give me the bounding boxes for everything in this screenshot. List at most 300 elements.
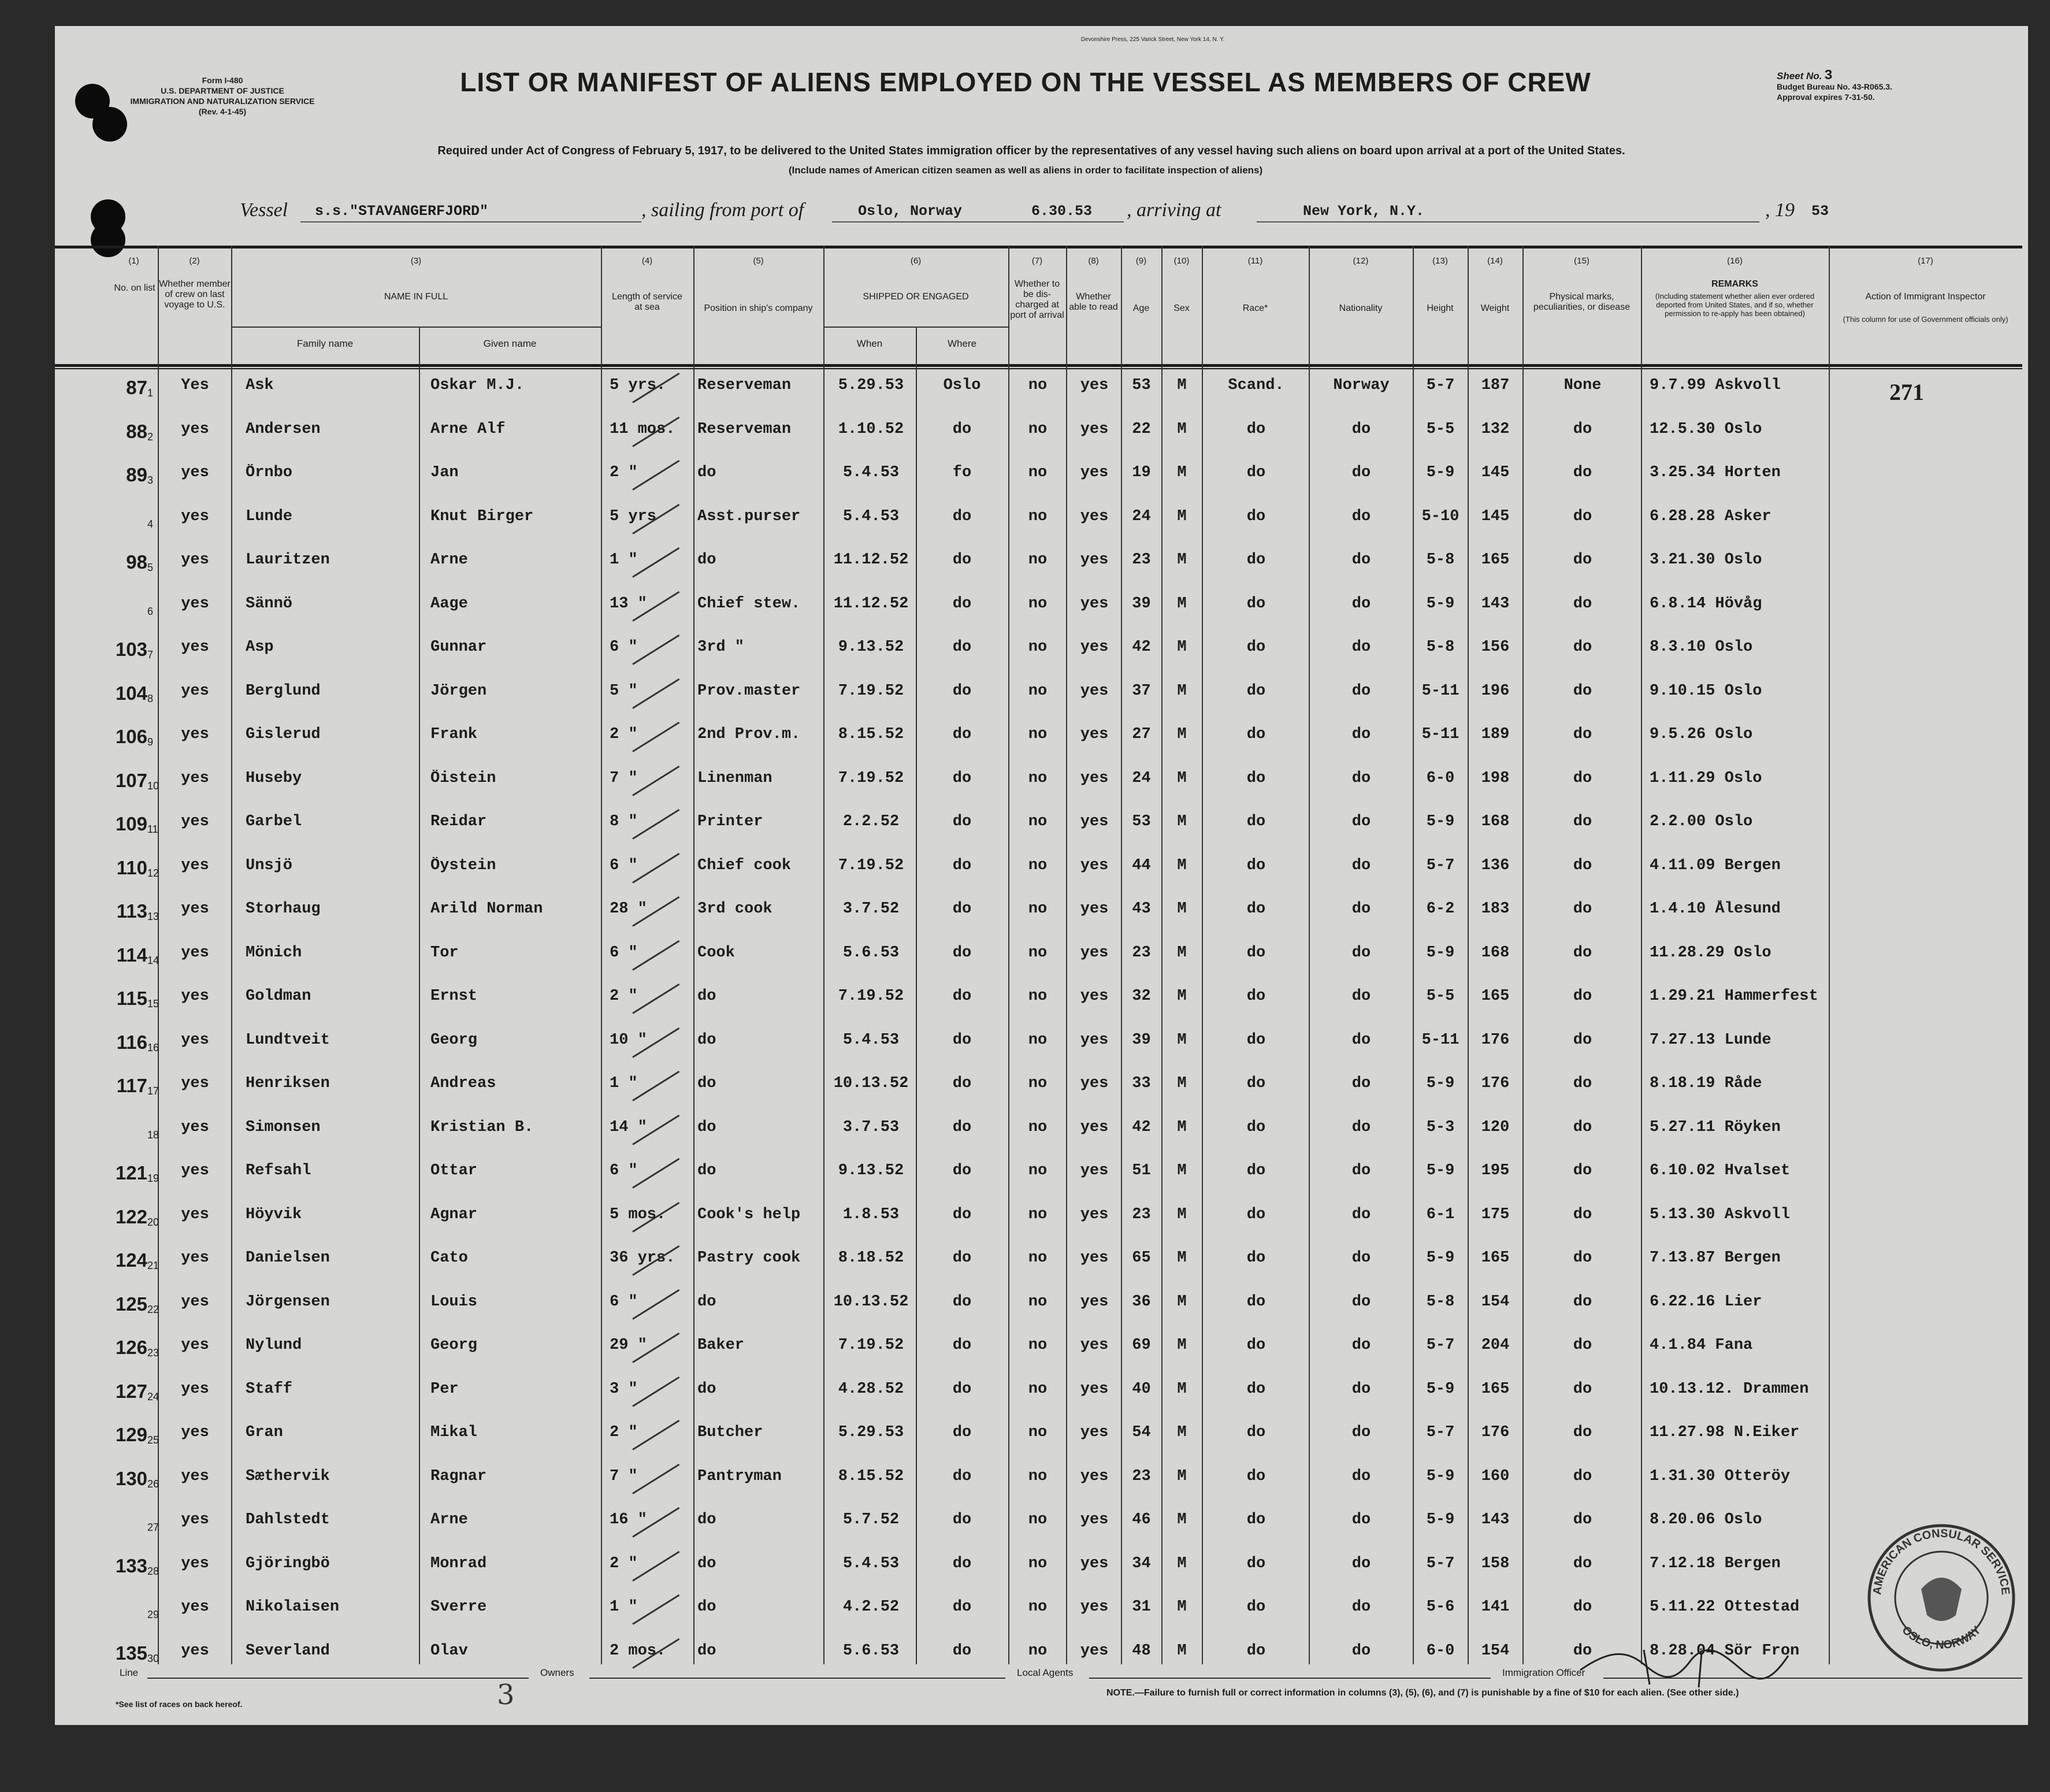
cell-position: do: [697, 988, 716, 1005]
cell-where: do: [952, 1424, 972, 1441]
cell-given: Andreas: [430, 1075, 496, 1092]
cell-height: 5-7: [1426, 1554, 1455, 1572]
cell-remarks: 8.18.19 Råde: [1650, 1075, 1762, 1092]
cell-disch: no: [1028, 551, 1048, 569]
cell-service: 29 ": [610, 1337, 647, 1354]
cell-weight: 198: [1481, 769, 1510, 787]
cell-where: do: [952, 1249, 972, 1267]
cell-family: Nylund: [246, 1337, 302, 1354]
cell-marks: do: [1573, 1467, 1592, 1485]
cell-when: 11.12.52: [833, 551, 909, 569]
cell-read: yes: [1080, 377, 1109, 394]
cell-disch: no: [1028, 1337, 1048, 1354]
cell-age: 23: [1132, 1205, 1151, 1223]
cell-when: 5.4.53: [842, 1554, 900, 1572]
cell-sex: M: [1177, 377, 1187, 394]
cell-weight: 143: [1481, 1511, 1510, 1528]
cell-service: 6 ": [610, 1293, 638, 1311]
table-row: [55, 594, 2022, 637]
cell-when: 9.13.52: [838, 1162, 904, 1179]
cell-sex: M: [1177, 682, 1187, 700]
cell-when: 11.12.52: [833, 595, 909, 613]
cell-read: yes: [1080, 639, 1109, 656]
cell-family: Ask: [246, 377, 274, 394]
cell-crew: yes: [181, 682, 209, 700]
cell-disch: no: [1028, 639, 1048, 656]
cell-when: 4.28.52: [838, 1380, 904, 1398]
cell-when: 8.15.52: [838, 726, 904, 743]
cell-height: 5-9: [1426, 1162, 1455, 1179]
cell-position: Pantryman: [697, 1467, 782, 1485]
list-number: 122: [115, 1205, 147, 1227]
cell-weight: 156: [1481, 639, 1510, 656]
table-row: [55, 986, 2022, 1030]
officer-signature: [1557, 1638, 1800, 1696]
table-row: [55, 856, 2022, 899]
table-row: [55, 507, 2022, 550]
cell-disch: no: [1028, 944, 1048, 962]
col-num: (13): [1432, 256, 1448, 266]
cell-remarks: 10.13.12. Drammen: [1650, 1380, 1809, 1398]
cell-position: Printer: [697, 813, 763, 830]
cell-service: 11 mos.: [610, 420, 675, 438]
cell-where: do: [952, 1075, 972, 1092]
line-number: 19: [147, 1173, 159, 1184]
cell-disch: no: [1028, 1031, 1048, 1049]
cell-position: do: [697, 1162, 716, 1179]
owners-label: Owners: [540, 1667, 574, 1678]
cell-race: do: [1246, 1031, 1266, 1049]
cell-disch: no: [1028, 1205, 1048, 1223]
cell-family: Gislerud: [246, 726, 321, 743]
sailing-label: , sailing from port of: [641, 199, 804, 221]
cell-race: do: [1246, 1118, 1266, 1136]
table-row: [55, 1510, 2022, 1553]
cell-race: do: [1246, 1075, 1266, 1092]
cell-service: 5 yrs: [610, 507, 657, 525]
cell-race: do: [1246, 1162, 1266, 1179]
page-stamp-number: 271: [1889, 379, 1924, 405]
cell-sex: M: [1177, 1249, 1187, 1267]
cell-height: 5-5: [1426, 420, 1455, 438]
header-remarks: REMARKS: [1711, 279, 1758, 289]
cell-service: 1 ": [610, 551, 638, 569]
list-number: 130: [115, 1467, 147, 1489]
line-number: 18: [147, 1129, 159, 1141]
cell-where: do: [952, 1380, 972, 1398]
cell-service: 7 ": [610, 1467, 638, 1485]
cell-nat: Norway: [1333, 377, 1390, 394]
cell-remarks: 11.27.98 N.Eiker: [1650, 1424, 1800, 1441]
cell-sex: M: [1177, 856, 1187, 874]
cell-disch: no: [1028, 377, 1048, 394]
sheet-label: Sheet No.: [1777, 71, 1822, 81]
cell-when: 7.19.52: [838, 769, 904, 787]
header-when: When: [856, 338, 883, 349]
header-shipped-engaged: SHIPPED OR ENGAGED: [863, 292, 969, 302]
cell-position: do: [697, 464, 716, 481]
table-row: [55, 1335, 2022, 1379]
cell-when: 8.18.52: [838, 1249, 904, 1267]
cell-disch: no: [1028, 682, 1048, 700]
cell-height: 5-9: [1426, 1467, 1455, 1485]
line-number: 21: [147, 1260, 159, 1271]
cell-family: Andersen: [246, 420, 321, 438]
year-prefix: , 19: [1765, 199, 1795, 221]
cell-given: Agnar: [430, 1205, 478, 1223]
cell-marks: do: [1573, 1293, 1592, 1311]
col-num: (10): [1173, 256, 1190, 266]
cell-service: 5 yrs.: [610, 377, 666, 394]
cell-crew: yes: [181, 1642, 209, 1660]
cell-position: Prov.master: [697, 682, 801, 700]
cell-marks: do: [1573, 507, 1592, 525]
cell-when: 5.4.53: [842, 464, 900, 481]
header-position: Position in ship's company: [704, 303, 813, 313]
cell-read: yes: [1080, 682, 1109, 700]
table-row: [55, 637, 2022, 681]
line-number: 3: [147, 474, 154, 486]
cell-remarks: 3.21.30 Oslo: [1650, 551, 1762, 569]
header-able-to-read: Whether able to read: [1069, 292, 1118, 312]
cell-read: yes: [1080, 726, 1109, 743]
cell-family: Gjöringbö: [246, 1554, 330, 1572]
cell-marks: do: [1573, 420, 1592, 438]
cell-weight: 154: [1481, 1293, 1510, 1311]
cell-age: 34: [1132, 1554, 1151, 1572]
cell-crew: yes: [181, 420, 209, 438]
table-row: [55, 899, 2022, 943]
cell-position: Cook's help: [697, 1205, 801, 1223]
cell-service: 2 ": [610, 726, 638, 743]
cell-crew: yes: [181, 1205, 209, 1223]
list-number: 121: [115, 1162, 147, 1183]
line-number: 28: [147, 1565, 159, 1577]
cell-disch: no: [1028, 1642, 1048, 1660]
cell-given: Öistein: [430, 769, 496, 787]
cell-disch: no: [1028, 1511, 1048, 1528]
cell-disch: no: [1028, 1467, 1048, 1485]
cell-remarks: 5.13.30 Askvoll: [1650, 1205, 1791, 1223]
cell-remarks: 3.25.34 Horten: [1650, 464, 1781, 481]
cell-crew: yes: [181, 988, 209, 1005]
cell-when: 5.29.53: [838, 1424, 904, 1441]
list-number: 125: [115, 1293, 147, 1315]
table-row: [55, 420, 2022, 463]
cell-race: do: [1246, 813, 1266, 830]
line-number: 15: [147, 998, 159, 1010]
cell-nat: do: [1351, 1075, 1371, 1092]
cell-marks: do: [1573, 856, 1592, 874]
cell-given: Jan: [430, 464, 459, 481]
header-name-in-full: NAME IN FULL: [384, 292, 448, 302]
crew-table: [55, 246, 2022, 1664]
cell-read: yes: [1080, 1598, 1109, 1616]
cell-height: 5-9: [1426, 464, 1455, 481]
cell-read: yes: [1080, 1467, 1109, 1485]
cell-race: do: [1246, 1249, 1266, 1267]
cell-marks: do: [1573, 682, 1592, 700]
cell-crew: yes: [181, 726, 209, 743]
cell-weight: 136: [1481, 856, 1510, 874]
cell-given: Ottar: [430, 1162, 478, 1179]
cell-read: yes: [1080, 813, 1109, 830]
cell-position: 3rd cook: [697, 900, 773, 918]
cell-age: 31: [1132, 1598, 1151, 1616]
cell-family: Severland: [246, 1642, 330, 1660]
line-number: 22: [147, 1303, 159, 1315]
local-agents-label: Local Agents: [1017, 1667, 1074, 1678]
cell-age: 27: [1132, 726, 1151, 743]
cell-remarks: 1.29.21 Hammerfest: [1650, 988, 1818, 1005]
cell-remarks: 8.28.04 Sör Fron: [1650, 1642, 1800, 1660]
line-number: 10: [147, 780, 159, 792]
table-row: [55, 1423, 2022, 1466]
cell-given: Kristian B.: [430, 1118, 534, 1136]
cell-marks: do: [1573, 1642, 1592, 1660]
line-number: 30: [147, 1652, 159, 1664]
cell-family: Unsjö: [246, 856, 293, 874]
cell-position: do: [697, 551, 716, 569]
cell-read: yes: [1080, 769, 1109, 787]
table-row: [55, 769, 2022, 812]
col-num: (8): [1088, 256, 1099, 266]
cell-read: yes: [1080, 988, 1109, 1005]
cell-nat: do: [1351, 420, 1371, 438]
cell-crew: yes: [181, 813, 209, 830]
cell-remarks: 11.28.29 Oslo: [1650, 944, 1772, 962]
sailing-port: Oslo, Norway: [858, 203, 963, 220]
cell-nat: do: [1351, 988, 1371, 1005]
line-number: 2: [147, 431, 154, 443]
cell-race: do: [1246, 1554, 1266, 1572]
cell-race: do: [1246, 639, 1266, 656]
cell-weight: 183: [1481, 900, 1510, 918]
cell-nat: do: [1351, 682, 1371, 700]
cell-when: 3.7.53: [842, 1118, 900, 1136]
list-number: 106: [115, 726, 147, 747]
cell-weight: 120: [1481, 1118, 1510, 1136]
vessel-name: s.s."STAVANGERFJORD": [315, 203, 489, 220]
cell-nat: do: [1351, 1598, 1371, 1616]
vessel-label: Vessel: [240, 199, 288, 221]
header-where: Where: [947, 338, 977, 349]
cell-when: 5.6.53: [842, 1642, 900, 1660]
printer-line: Devonshire Press, 225 Varick Street, New York 14, N. Y.: [1080, 36, 1225, 43]
list-number: 116: [116, 1031, 147, 1053]
cell-race: do: [1246, 1467, 1266, 1485]
col-num: (15): [1574, 256, 1590, 266]
cell-age: 44: [1132, 856, 1151, 874]
cell-race: do: [1246, 595, 1266, 613]
cell-age: 40: [1132, 1380, 1151, 1398]
cell-position: do: [697, 1598, 716, 1616]
cell-disch: no: [1028, 595, 1048, 613]
year: 53: [1811, 203, 1829, 220]
cell-race: do: [1246, 1598, 1266, 1616]
cell-given: Arne Alf: [430, 420, 506, 438]
cell-age: 42: [1132, 639, 1151, 656]
cell-race: do: [1246, 420, 1266, 438]
cell-disch: no: [1028, 1162, 1048, 1179]
cell-crew: yes: [181, 1511, 209, 1528]
cell-sex: M: [1177, 1118, 1187, 1136]
cell-crew: yes: [181, 1031, 209, 1049]
col-num: (1): [128, 256, 139, 266]
cell-weight: 145: [1481, 464, 1510, 481]
cell-service: 36 yrs.: [610, 1249, 675, 1267]
cell-crew: yes: [181, 1554, 209, 1572]
cell-read: yes: [1080, 551, 1109, 569]
cell-weight: 145: [1481, 507, 1510, 525]
cell-age: 65: [1132, 1249, 1151, 1267]
list-number: 126: [115, 1337, 147, 1358]
list-number: 114: [116, 944, 147, 966]
col-num: (6): [910, 256, 922, 266]
cell-when: 10.13.52: [833, 1075, 909, 1092]
cell-read: yes: [1080, 1031, 1109, 1049]
table-row: [55, 1074, 2022, 1117]
col-num: (5): [753, 256, 764, 266]
line-number: 14: [147, 954, 159, 966]
cell-race: do: [1246, 1205, 1266, 1223]
cell-nat: do: [1351, 1642, 1371, 1660]
cell-marks: do: [1573, 1162, 1592, 1179]
header-physical-marks: Physical marks, peculiarities, or disease: [1533, 292, 1631, 312]
cell-remarks: 8.20.06 Oslo: [1650, 1511, 1762, 1528]
cell-where: do: [952, 944, 972, 962]
cell-age: 23: [1132, 551, 1151, 569]
cell-race: do: [1246, 944, 1266, 962]
cell-height: 5-6: [1426, 1598, 1455, 1616]
cell-service: 1 ": [610, 1598, 638, 1616]
cell-remarks: 1.4.10 Ålesund: [1650, 900, 1781, 918]
cell-height: 6-2: [1426, 900, 1455, 918]
cell-crew: yes: [181, 1162, 209, 1179]
cell-remarks: 6.22.16 Lier: [1650, 1293, 1762, 1311]
cell-height: 5-10: [1421, 507, 1459, 525]
cell-crew: yes: [181, 507, 209, 525]
cell-service: 6 ": [610, 639, 638, 656]
cell-family: Örnbo: [246, 464, 293, 481]
cell-position: 3rd ": [697, 639, 745, 656]
cell-height: 5-7: [1426, 377, 1455, 394]
cell-when: 1.10.52: [838, 420, 904, 438]
list-number: 109: [115, 813, 147, 834]
cell-given: Mikal: [430, 1424, 478, 1441]
cell-marks: do: [1573, 900, 1592, 918]
cell-remarks: 9.7.99 Askvoll: [1650, 377, 1781, 394]
cell-nat: do: [1351, 551, 1371, 569]
header-remarks-detail: (Including statement whether alien ever ordered deported from United States, and if so, whether permission to re-apply has been obtained): [1655, 292, 1815, 318]
cell-marks: do: [1573, 639, 1592, 656]
cell-service: 8 ": [610, 813, 638, 830]
seal-top-text: AMERICAN CONSULAR SERVICE: [1870, 1527, 2012, 1596]
list-number: 98: [126, 551, 147, 573]
cell-age: 48: [1132, 1642, 1151, 1660]
cell-weight: 165: [1481, 1249, 1510, 1267]
cell-given: Monrad: [430, 1554, 487, 1572]
header-government-use: (This column for use of Government officials only): [1843, 315, 2008, 324]
cell-sex: M: [1177, 1511, 1187, 1528]
cell-crew: Yes: [181, 377, 209, 394]
cell-height: 5-8: [1426, 1293, 1455, 1311]
cell-crew: yes: [181, 464, 209, 481]
col-num: (7): [1031, 256, 1043, 266]
cell-weight: 141: [1481, 1598, 1510, 1616]
cell-marks: do: [1573, 1337, 1592, 1354]
cell-nat: do: [1351, 507, 1371, 525]
cell-when: 7.19.52: [838, 856, 904, 874]
cell-family: Huseby: [246, 769, 302, 787]
cell-sex: M: [1177, 420, 1187, 438]
line-number: 7: [147, 649, 154, 661]
cell-marks: do: [1573, 1424, 1592, 1441]
cell-age: 36: [1132, 1293, 1151, 1311]
cell-given: Oskar M.J.: [430, 377, 525, 394]
cell-disch: no: [1028, 856, 1048, 874]
cell-crew: yes: [181, 1293, 209, 1311]
cell-read: yes: [1080, 1162, 1109, 1179]
cell-height: 5-9: [1426, 1380, 1455, 1398]
cell-read: yes: [1080, 1075, 1109, 1092]
cell-race: do: [1246, 1337, 1266, 1354]
cell-race: do: [1246, 464, 1266, 481]
line-number: 25: [147, 1434, 159, 1446]
cell-marks: do: [1573, 1205, 1592, 1223]
table-row: [55, 1161, 2022, 1204]
cell-disch: no: [1028, 1424, 1048, 1441]
cell-marks: do: [1573, 944, 1592, 962]
table-row: [55, 463, 2022, 506]
line-number: 23: [147, 1347, 159, 1359]
cell-given: Cato: [430, 1249, 468, 1267]
cell-remarks: 8.3.10 Oslo: [1650, 639, 1753, 656]
header-weight: Weight: [1480, 303, 1510, 313]
line-number: 27: [147, 1522, 159, 1533]
cell-given: Knut Birger: [430, 507, 534, 525]
cell-nat: do: [1351, 595, 1371, 613]
cell-age: 23: [1132, 944, 1151, 962]
cell-nat: do: [1351, 1511, 1371, 1528]
cell-family: Sännö: [246, 595, 293, 613]
cell-marks: do: [1573, 1075, 1592, 1092]
cell-race: do: [1246, 769, 1266, 787]
cell-family: Goldman: [246, 988, 311, 1005]
cell-given: Arne: [430, 551, 468, 569]
cell-race: do: [1246, 1380, 1266, 1398]
cell-position: Cook: [697, 944, 735, 962]
cell-service: 5 ": [610, 682, 638, 700]
cell-read: yes: [1080, 1293, 1109, 1311]
cell-when: 8.15.52: [838, 1467, 904, 1485]
document-title: LIST OR MANIFEST OF ALIENS EMPLOYED ON THE VESSEL AS MEMBERS OF CREW: [460, 67, 1591, 97]
form-number: Form I-480: [202, 76, 243, 85]
cell-disch: no: [1028, 1554, 1048, 1572]
cell-disch: no: [1028, 1249, 1048, 1267]
line-number: 16: [147, 1041, 159, 1053]
cell-crew: yes: [181, 595, 209, 613]
cell-when: 5.6.53: [842, 944, 900, 962]
cell-marks: do: [1573, 813, 1592, 830]
cell-sex: M: [1177, 726, 1187, 743]
cell-marks: do: [1573, 464, 1592, 481]
cell-position: do: [697, 1031, 716, 1049]
cell-when: 1.8.53: [842, 1205, 900, 1223]
cell-weight: 176: [1481, 1031, 1510, 1049]
cell-sex: M: [1177, 639, 1187, 656]
cell-where: do: [952, 856, 972, 874]
